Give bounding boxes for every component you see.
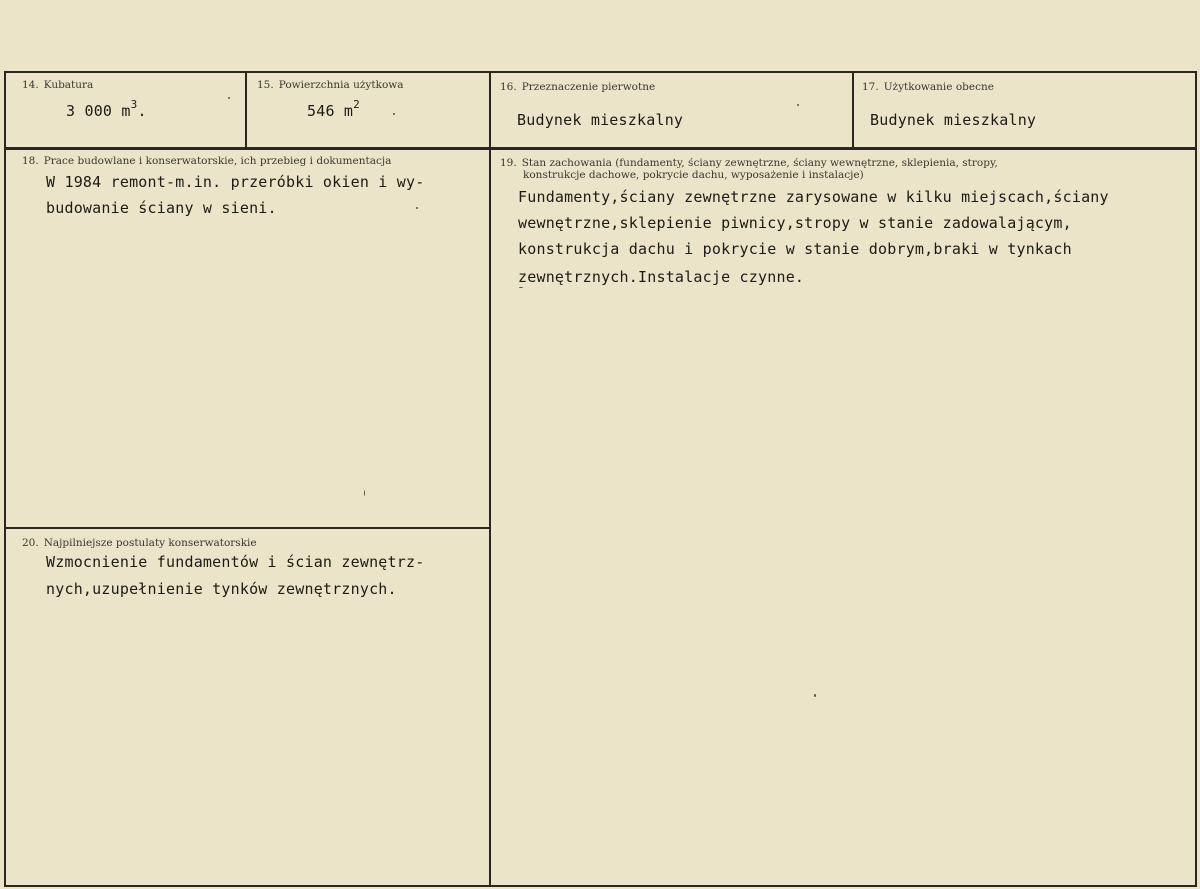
- field-18-number: 18.: [22, 155, 39, 167]
- field-17-label: [862, 81, 994, 93]
- field-16-label: [500, 81, 655, 93]
- left-rule: [4, 71, 6, 887]
- paper-speck: [416, 207, 418, 209]
- kubatura-value: 3 000 m: [66, 102, 131, 120]
- field-15-number: 15.: [257, 79, 274, 91]
- main-divider: [489, 71, 491, 887]
- field-18-title: Prace budowlane i konserwatorskie, ich przebieg i dokumentacja: [43, 155, 392, 167]
- field-19-line-4: zewnętrznych.Instalacje czynne.: [518, 268, 805, 286]
- paper-speck: [519, 287, 523, 288]
- paper-speck: [364, 490, 365, 496]
- area-value: 546 m: [307, 102, 354, 120]
- field-18-line-2: budowanie ściany w sieni.: [46, 199, 277, 217]
- paper-speck: [797, 104, 799, 106]
- field-16-value: Budynek mieszkalny: [517, 111, 684, 129]
- field-14-label: [22, 79, 93, 91]
- field-16-number: 16.: [500, 81, 517, 93]
- field-20-number: 20.: [22, 537, 39, 549]
- field-19-label: [500, 157, 998, 169]
- paper-speck: [393, 113, 395, 115]
- field-19-line-1: Fundamenty,ściany zewnętrzne zarysowane w kilku miejscach,ściany: [518, 188, 1109, 206]
- kubatura-unit-exponent: 3: [130, 98, 138, 111]
- paper-speck: [228, 97, 230, 99]
- paper-speck: [814, 694, 816, 697]
- field-19-title: Stan zachowania (fundamenty, ściany zewnętrzne, ściany wewnętrzne, sklepienia, stropy,: [521, 157, 998, 169]
- field-17-value: Budynek mieszkalny: [870, 111, 1037, 129]
- field-15-value: [307, 100, 360, 120]
- field-15-title: Powierzchnia użytkowa: [278, 79, 404, 91]
- field-19-line-3: konstrukcja dachu i pokrycie w stanie dobrym,braki w tynkach: [518, 240, 1072, 258]
- field-18-label: [22, 155, 391, 167]
- field-14-title: Kubatura: [43, 79, 94, 91]
- field-17-number: 17.: [862, 81, 879, 93]
- divider-16-17: [852, 71, 854, 149]
- field-20-title: Najpilniejsze postulaty konserwatorskie: [43, 537, 257, 549]
- row1-bottom-rule: [4, 147, 1197, 150]
- field-14-number: 14.: [22, 79, 39, 91]
- kubatura-suffix: .: [137, 102, 147, 120]
- field-19-label-line-2: konstrukcje dachowe, pokrycie dachu, wyposażenie i instalacje): [523, 169, 864, 181]
- area-unit-exponent: 2: [353, 98, 360, 111]
- divider-14-15: [245, 71, 247, 149]
- top-rule: [4, 71, 1197, 73]
- field-15-label: [257, 79, 404, 91]
- field-19-number: 19.: [500, 157, 517, 169]
- field-20-line-2: nych,uzupełnienie tynków zewnętrznych.: [46, 580, 397, 598]
- field-20-line-1: Wzmocnienie fundamentów i ścian zewnętrz-: [46, 553, 425, 571]
- right-rule: [1195, 71, 1197, 887]
- field20-top-rule: [4, 527, 490, 529]
- field-20-label: [22, 537, 257, 549]
- bottom-rule: [4, 885, 1197, 887]
- field-14-value: [66, 100, 147, 120]
- field-19-line-2: wewnętrzne,sklepienie piwnicy,stropy w stanie zadowalającym,: [518, 214, 1072, 232]
- field-18-line-1: W 1984 remont-m.in. przeróbki okien i wy-: [46, 173, 425, 191]
- field-16-title: Przeznaczenie pierwotne: [521, 81, 656, 93]
- field-17-title: Użytkowanie obecne: [883, 81, 994, 93]
